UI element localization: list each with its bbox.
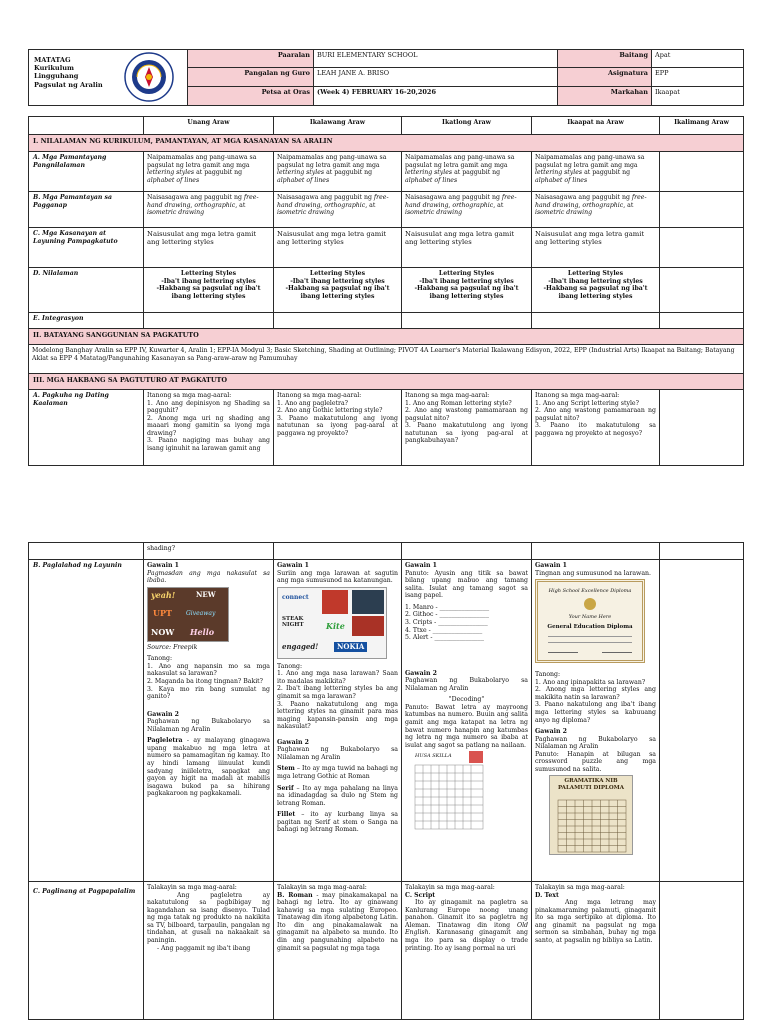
scramble-item: 5. Alert - ________________ xyxy=(405,634,484,642)
label-guro: Pangalan ng Guro xyxy=(188,68,314,87)
scramble-item: 1. Manro - ________________ xyxy=(405,603,490,611)
row-label-paglinang-at-pagpapalalim: C. Paglinang at Pagpapalalim xyxy=(29,882,144,1020)
cell-pagkuha-d1: Itanong sa mga mag-aaral: 1. Ano ang depinisyon ng Shading sa pagguhit? 2. Anong mga uri ng shading ang maaari mong gamitin sa iyong mga drawing? 3. Paano nagiging mas buhay ang isang iginuhit na larawan gamit ang xyxy=(144,390,274,466)
label-baitang: Baitang xyxy=(558,50,652,68)
lesson-table-page1 xyxy=(28,116,744,466)
value-baitang: Apat xyxy=(652,50,744,68)
cell-pangnilalaman: Naipamamalas ang pang-unawa sa pagsulat ng letra gamit ang mga lettering styles at paggubit ng alphabet of lines xyxy=(402,152,532,192)
doc-title: MATATAG Kurikulum Lingguhang Pagsulat ng Aralin xyxy=(34,56,103,89)
row-label-kasanayan: C. Mga Kasanayan at Layuning Pampagkatuto xyxy=(29,228,144,268)
day-header-3: Ikatlong Araw xyxy=(402,117,532,135)
row-label-pagkuha-ng-dating-kaalaman: A. Pagkuha ng Dating Kaalaman xyxy=(29,390,144,466)
cell-paglalahad-d2: Gawain 1 Suriin ang mga larawan at sagutin ang mga sumusunod na katanungan. connect STEAK NIGHT Kite engaged! NOKIA Tanong: 1. Ano ang mga nasa larawan? Saan ito madalas makikita? 2. Iba't ibang lettering styles ba ang ginamit sa mga larawan? 3. Paano nakatutulong ang mga lettering styles na ginamit para mas maging kapansin-pansin ang mga nakasulat? Gawain 2 Paghawan ng Bukabolaryo sa Nilalaman ng Aralin Stem – Ito ay mga tuwid na bahagi ng mga letrang Gothic at Roman Serif – Ito ay mga pahalang na linya na idinadagdag sa dulo ng Stem ng letrang Roman. Fillet – ito ay kurbang linya sa pagitan ng Serif at stem o Sanga na bahagi ng letrang Roman. xyxy=(274,560,402,882)
deped-seal-icon xyxy=(124,52,174,102)
cell-paglinang-d4: Talakayin sa mga mag-aaral: D. Text Ang mga letrang may pinakamaraming palamuti, ginagamit ito sa mga sertipiko at diploma. Ito ang ginamit na pagsulat ng mga sermon sa simbahan, buhay ng mga santo, at pagsalin ng bibliya sa Latin. xyxy=(532,882,660,1020)
cell-pagkuha-d3: Itanong sa mga mag-aaral: 1. Ano ang Roman lettering style? 2. Ano ang wastong pamamaraan ng pagsulat nito? 3. Paano makatutulong ang iyong natutunan sa iyong pag-aral at pangkabuhayan? xyxy=(402,390,532,466)
day-header-4: Ikaapat na Araw xyxy=(532,117,660,135)
section-3-title: III. MGA HAKBANG SA PAGTUTURO AT PAGKATUTO xyxy=(29,374,744,390)
row-label-nilalaman: D. Nilalaman xyxy=(29,268,144,313)
cell-kasanayan: Naisusulat ang mga letra gamit ang lettering styles xyxy=(402,228,532,268)
row-label-integrasyon: E. Integrasyon xyxy=(29,313,144,329)
header-table xyxy=(28,49,744,106)
row-label-paglalahad-ng-layunin: B. Paglalahad ng Layunin xyxy=(29,560,144,882)
cell-nilalaman: Lettering Styles -Iba't ibang lettering styles -Hakbang sa pagsulat ng iba't ibang lettering styles xyxy=(532,268,660,313)
cell-nilalaman: Lettering Styles -Iba't ibang lettering styles -Hakbang sa pagsulat ng iba't ibang lettering styles xyxy=(144,268,274,313)
cell-kasanayan: Naisusulat ang mga letra gamit ang lettering styles xyxy=(144,228,274,268)
label-paaralan: Paaralan xyxy=(188,50,314,68)
row-label-pamantayang-pangnilalaman: A. Mga Pamantayang Pangnilalaman xyxy=(29,152,144,192)
value-petsa: (Week 4) FEBRUARY 16-20,2026 xyxy=(314,87,558,106)
cell-pagganap: Naisasagawa ang paggubit ng free-hand drawing, orthographic, at isometric drawing xyxy=(532,192,660,228)
cell-pangnilalaman: Naipamamalas ang pang-unawa sa pagsulat ng letra gamit ang mga lettering styles at paggubit ng alphabet of lines xyxy=(144,152,274,192)
brand-logos-image: connect STEAK NIGHT Kite engaged! NOKIA xyxy=(277,587,387,659)
scramble-item: 3. Cripts - ________________ xyxy=(405,618,488,626)
label-petsa: Petsa at Oras xyxy=(188,87,314,106)
cell-pagkuha-d2: Itanong sa mga mag-aaral: 1. Ano ang pagleletra? 2. Ano ang Gothic lettering style? 3. Paano makatutulong ang iyong natutunan sa iyong pag-aaral at paggawa ng proyekto? xyxy=(274,390,402,466)
cell-pangnilalaman: Naipamamalas ang pang-unawa sa pagsulat ng letra gamit ang mga lettering styles at paggubit ng alphabet of lines xyxy=(274,152,402,192)
cell-paglinang-d3: Talakayin sa mga mag-aaral: C. Script Ito ay ginagamit na pagletra sa Kanlurang Europe noong unang panahon. Ginamit ito sa pagletra ng Aleman. Tinatawag din itong Old English. Karanasang ginagamit ang mga ito para sa display o trade printing. Ito ay isang pormal na uri xyxy=(402,882,532,1020)
cell-paglalahad-d3: Gawain 1 Panuto: Ayusin ang titik sa bawat bilang upang mabuo ang tamang salita. Isulat ang tamang sagot sa isang papel. 1. Manro - ________________ 2. Githoc - ________________ 3. Cripts - ________________ 4. Ttxe - ________________ 5. Alert - ________________ Gawain 2 Paghawan ng Bukabolaryo sa Nilalaman ng Aralin "Decoding" Panuto: Bawat letra ay mayroong katumbas na numero. Buuin ang salita gamit ang mga katapat na letra ng bawat numero hanapin ang katumbas ng letra ng mga numero sa ibaba at isulat ang sagot sa patlang na nailaan. HUSA SKILLA xyxy=(402,560,532,882)
day-header-5: Ikalimang Araw xyxy=(660,117,744,135)
cell-kasanayan: Naisusulat ang mga letra gamit ang lettering styles xyxy=(274,228,402,268)
cell-paglalahad-d4: Gawain 1 Tingnan ang sumusunod na larawan. High School Excellence Diploma Your Name Here General Education Diploma Tanong: 1. Ano ang ipinapakita sa larawan? 2. Anong mga lettering styles ang makikita natin sa larawan? 3. Paano nakatulong ang iba't ibang mga lettering styles sa kabuuang anyo ng diploma? Gawain 2 Paghawan ng Bukabolaryo sa Nilalaman ng Aralin Panuto: Hanapin at bilugan sa crossword puzzle ang mga sumusunod na salita. GRAMATIKA NIB PALAMUTI DIPLOMA xyxy=(532,560,660,882)
scramble-item: 4. Ttxe - ________________ xyxy=(405,626,483,634)
lesson-table-page2 xyxy=(28,542,744,1020)
crossword-puzzle-image: GRAMATIKA NIB PALAMUTI DIPLOMA xyxy=(549,775,633,855)
value-guro: LEAH JANE A. BRISO xyxy=(314,68,558,87)
cell-paglinang-d2: Talakayin sa mga mag-aaral: B. Roman - may pinakamakapal na bahagi ng letra. Ito ay ginawang kahawig sa mga sulating Europeo. Tinatawag din itong alpabetong Latin. Ito din ang pinakamalawak na ginagamit na alpabeto sa mundo. Ito din ang pangunahing alpabeto na ginamit sa pagsulat ng mga taga xyxy=(274,882,402,1020)
lettering-samples-image: yeah! NEW UPT Giveaway NOW Hello xyxy=(147,587,229,642)
value-asignatura: EPP xyxy=(652,68,744,87)
day-header-2: Ikalawang Araw xyxy=(274,117,402,135)
cell-pagganap: Naisasagawa ang paggubit ng free-hand drawing, orthographic, at isometric drawing xyxy=(144,192,274,228)
cell-kasanayan: Naisusulat ang mga letra gamit ang lettering styles xyxy=(532,228,660,268)
cell-nilalaman: Lettering Styles -Iba't ibang lettering styles -Hakbang sa pagsulat ng iba't ibang lettering styles xyxy=(402,268,532,313)
diploma-image: High School Excellence Diploma Your Name Here General Education Diploma xyxy=(535,579,645,663)
row-label-pamantayan-sa-pagganap: B. Mga Pamantayan sa Pagganap xyxy=(29,192,144,228)
label-asignatura: Asignatura xyxy=(558,68,652,87)
cell-pagkuha-d4: Itanong sa mga mag-aaral: 1. Ano ang Script lettering style? 2. Ano ang wastong pamamaraan ng pagsulat nito? 3. Paano ito makatutulong sa paggawa ng proyekto at negosyo? xyxy=(532,390,660,466)
value-paaralan: BURI ELEMENTARY SCHOOL xyxy=(314,50,558,68)
cell-paglalahad-d1: Gawain 1 Pagmasdan ang mga nakasulat sa ibaba. yeah! NEW UPT Giveaway NOW Hello Source: Freepik Tanong: 1. Ano ang napansin mo sa mga nakasulat sa larawan? 2. Maganda ba itong tingnan? Bakit? 3. Kaya mo rin bang sumulat ng ganito? Gawain 2 Paghawan ng Bukabolaryo sa Nilalaman ng Aralin Pagleletra - ay malayang ginagawa upang makabuo ng mga letra at numero sa pamamagitan ng kamay. Ito ay hindi lamang iiinuulat kundi sadyang iniileletra, sapagkat ang gayon ay higit na madali at mabilis isagawa bukod pa sa hihirang pagkakaroon ng pagkakamali. xyxy=(144,560,274,882)
section-1-title: I. NILALAMAN NG KURIKULUM, PAMANTAYAN, AT MGA KASANAYAN SA ARALIN xyxy=(29,135,744,152)
cell-pagkuha-d1-cont: shading? xyxy=(144,543,274,560)
scramble-item: 2. Githoc - ________________ xyxy=(405,611,489,619)
section-2-title: II. BATAYANG SANGGUNIAN SA PAGKATUTO xyxy=(29,329,744,345)
day-header-1: Unang Araw xyxy=(144,117,274,135)
decoding-grid-image: HUSA SKILLA xyxy=(413,751,487,831)
label-markahan: Markahan xyxy=(558,87,652,106)
cell-paglinang-d1: Talakayin sa mga mag-aaral: Ang pagleletra ay nakatutulong sa pagbibigay ng kagandahan sa isang disenyo. Tulad ng mga tatak ng produkto na nakikita sa TV, bilboard, tarpaulin, pangalan ng tindahan, at gusali na nakaakait sa paningin. - Ang paggamit ng iba't ibang xyxy=(144,882,274,1020)
cell-pangnilalaman: Naipamamalas ang pang-unawa sa pagsulat ng letra gamit ang mga lettering styles at paggubit ng alphabet of lines xyxy=(532,152,660,192)
cell-nilalaman: Lettering Styles -Iba't ibang lettering styles -Hakbang sa pagsulat ng iba't ibang lettering styles xyxy=(274,268,402,313)
value-markahan: Ikaapat xyxy=(652,87,744,106)
cell-pagganap: Naisasagawa ang paggubit ng free-hand drawing, orthographic, at isometric drawing xyxy=(402,192,532,228)
cell-pagganap: Naisasagawa ang paggubit ng free-hand drawing, orthographic, at isometric drawing xyxy=(274,192,402,228)
sanggunian-text: Modelong Banghay Aralin sa EPP IV, Kuwarter 4, Aralin 1; EPP-IA Modyul 3; Basic Sketching, Shading at Outlining; PIVOT 4A Learner's Material Ikalawang Edisyon, 2022, EPP (Industrial Arts) Ikaapat na Baitang; Batayang Aklat sa EPP 4 Matatag/Pangunahing Kasanayan sa Pang-araw-araw ng Pamumuhay xyxy=(29,345,744,374)
